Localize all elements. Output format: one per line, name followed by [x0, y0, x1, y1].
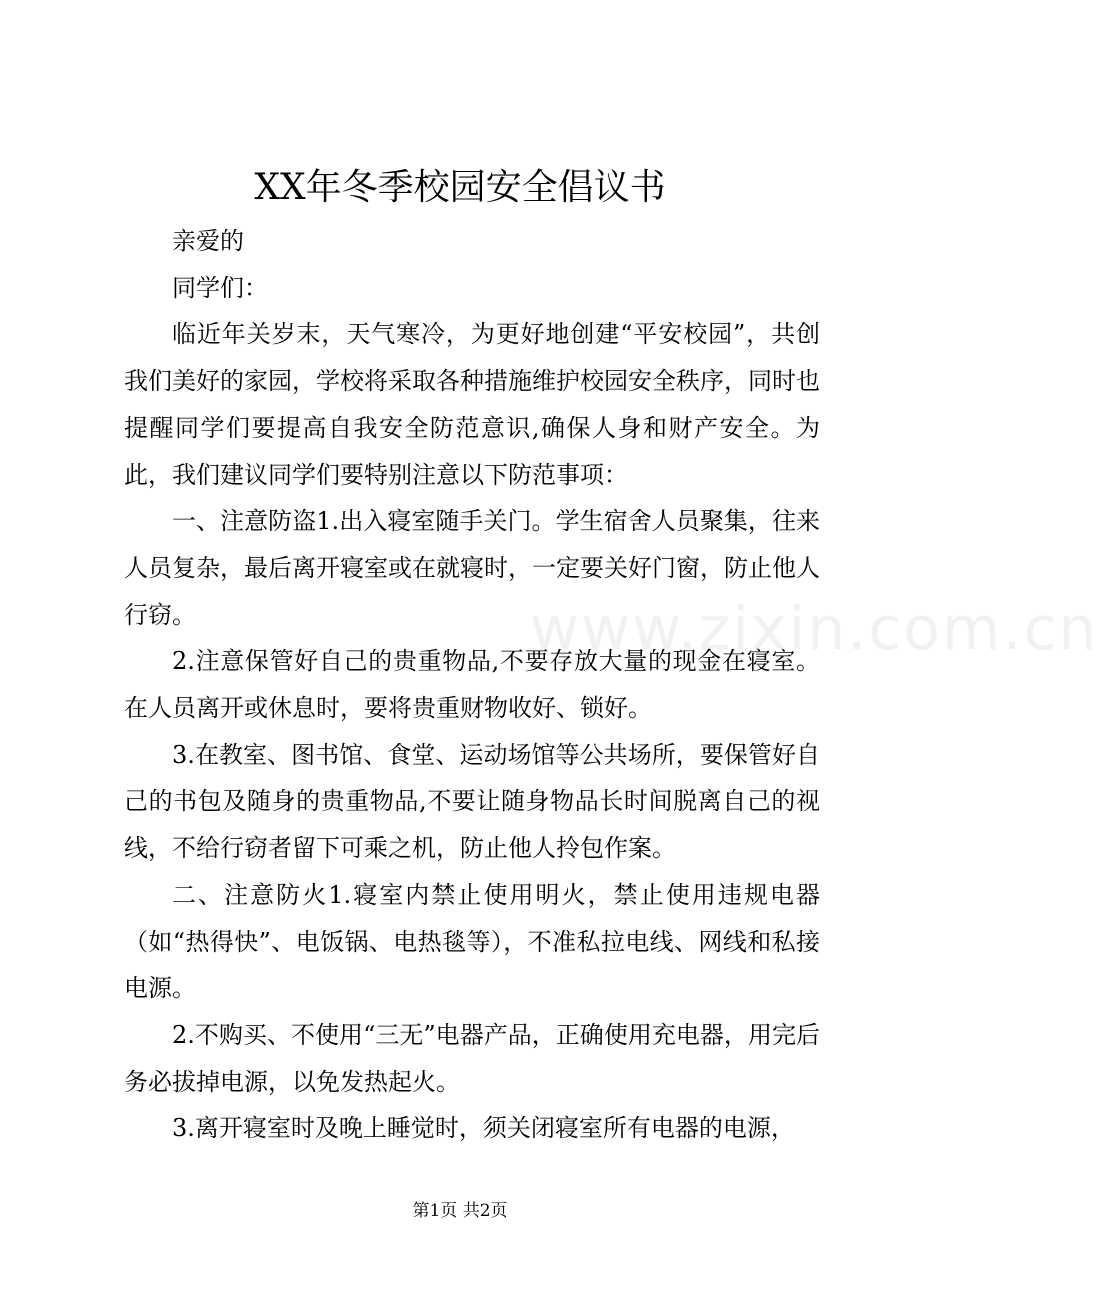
page-footer: 第1页 共2页 [412, 1201, 508, 1221]
theft-prevention-item-1: 一、注意防盗1.出入寝室随手关门。学生宿舍人员聚集，往来人员复杂，最后离开寝室或在就寝时，一定要关好门窗，防止他人行窃。 [124, 507, 820, 629]
theft-prevention-item-3: 3.在教室、图书馆、食堂、运动场馆等公共场所，要保管好自己的书包及随身的贵重物品,不要让随身物品长时间脱离自己的视线，不给行窃者留下可乘之机，防止他人拎包作案。 [124, 740, 820, 863]
watermark-text: www.zixin.com.cn [530, 594, 1098, 664]
theft-prevention-item-2: 2.注意保管好自己的贵重物品,不要存放大量的现金在寝室。在人员离开或休息时，要将贵重财物收好、锁好。 [124, 647, 820, 723]
fire-prevention-item-1: 二、注意防火1.寝室内禁止使用明火，禁止使用违规电器（如“热得快”、电饭锅、电热毯等），不准私拉电线、网线和私接电源。 [124, 880, 820, 1003]
document-body [124, 218, 820, 1152]
salutation-line-1: 亲爱的 [172, 227, 244, 255]
fire-prevention-item-3: 3.离开寝室时及晚上睡觉时，须关闭寝室所有电器的电源， [172, 1114, 795, 1143]
salutation-line-2: 同学们： [172, 273, 268, 302]
fire-prevention-item-2: 2.不购买、不使用“三无”电器产品，正确使用充电器，用完后务必拔掉电源，以免发热起火。 [124, 1020, 820, 1096]
intro-paragraph: 临近年关岁末，天气寒冷，为更好地创建“平安校园”，共创我们美好的家园，学校将采取各种措施维护校园安全秩序，同时也提醒同学们要提高自我安全防范意识,确保人身和财产安全。为此，我们建议同学们要特别注意以下防范事项： [124, 320, 820, 489]
document-title: XX年冬季校园安全倡议书 [254, 167, 666, 208]
